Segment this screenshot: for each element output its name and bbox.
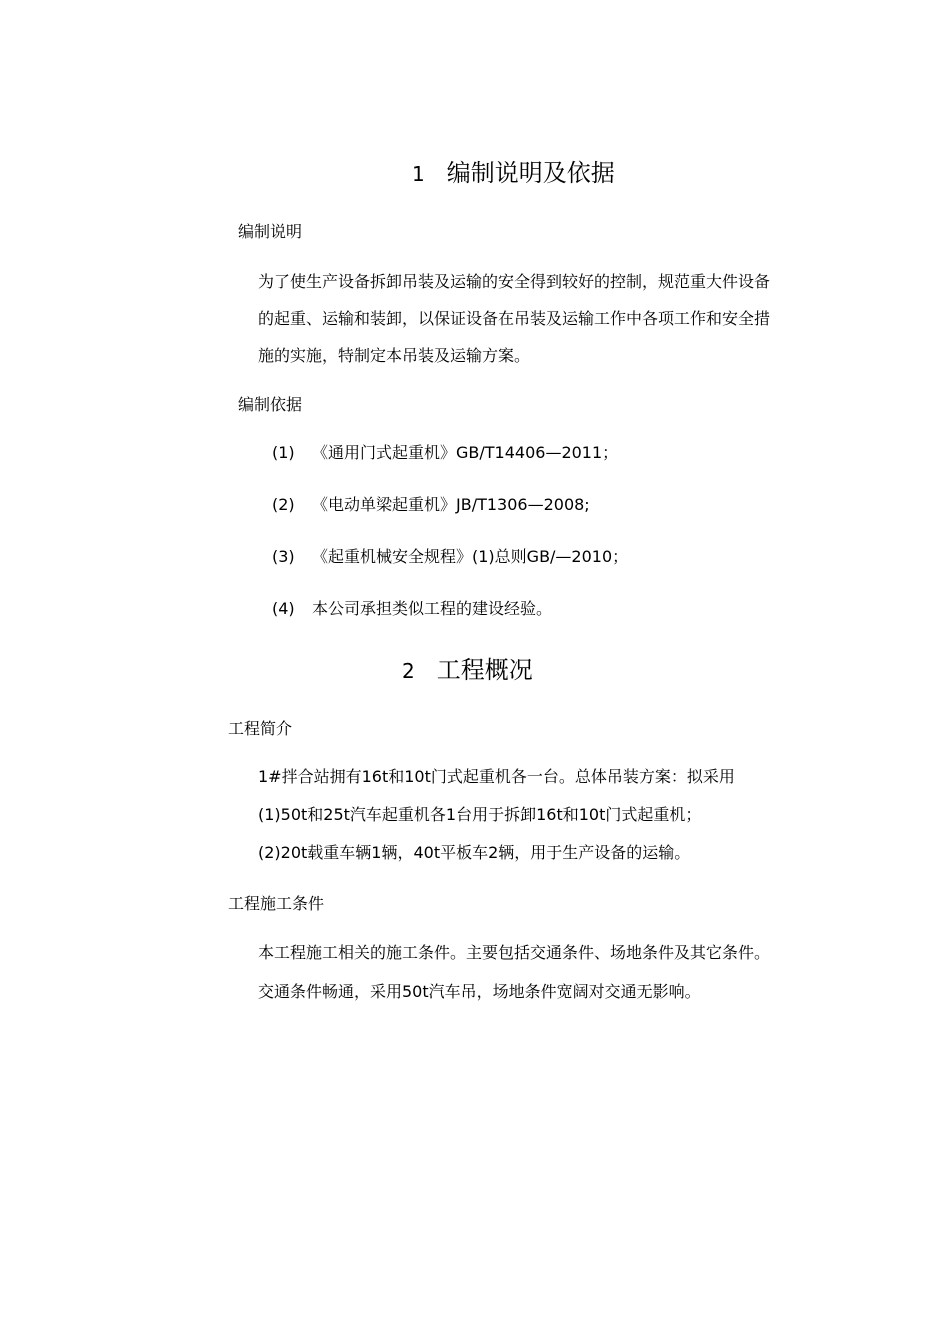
compile-notes-line-3: 施的实施，特制定本吊装及运输方案。: [258, 346, 531, 365]
section-1-heading: [412, 158, 615, 189]
section-2-heading: [402, 655, 533, 686]
basis-item-1: [272, 443, 618, 463]
subsection-compile-notes-title: 编制说明: [238, 222, 303, 241]
compile-notes-line-2: 的起重、运输和装卸，以保证设备在吊装及运输工作中各项工作和安全措: [258, 309, 771, 328]
section-1-number: 1: [412, 162, 425, 186]
basis-item-2-mark: (2): [272, 495, 295, 514]
basis-item-2-text: 《电动单梁起重机》JB/T1306—2008;: [312, 495, 590, 514]
basis-item-1-mark: (1): [272, 443, 295, 462]
construction-conditions-line-2: 交通条件畅通，采用50t汽车吊，场地条件宽阔对交通无影响。: [258, 982, 701, 1001]
basis-item-4-mark: (4): [272, 599, 295, 618]
project-intro-line-2: (1)50t和25t汽车起重机各1台用于拆卸16t和10t门式起重机；: [258, 805, 702, 824]
project-intro-line-3: (2)20t载重车辆1辆，40t平板车2辆，用于生产设备的运输。: [258, 843, 691, 862]
subsection-construction-conditions-title: 工程施工条件: [228, 894, 325, 913]
section-2-title: 工程概况: [436, 656, 533, 684]
subsection-compile-basis-title: 编制依据: [238, 395, 303, 414]
compile-notes-line-1: 为了使生产设备拆卸吊装及运输的安全得到较好的控制，规范重大件设备: [258, 272, 771, 291]
basis-item-2: [272, 495, 590, 515]
construction-conditions-line-1: 本工程施工相关的施工条件。主要包括交通条件、场地条件及其它条件。: [258, 943, 771, 962]
basis-item-3-text: 《起重机械安全规程》(1)总则GB/—2010；: [312, 547, 629, 566]
basis-item-4: [272, 599, 552, 619]
project-intro-line-1: 1#拌合站拥有16t和10t门式起重机各一台。总体吊装方案：拟采用: [258, 767, 735, 786]
section-1-title: 编制说明及依据: [446, 159, 615, 187]
section-2-number: 2: [402, 659, 415, 683]
basis-item-4-text: 本公司承担类似工程的建设经验。: [312, 599, 553, 618]
basis-item-3: [272, 547, 628, 567]
basis-item-3-mark: (3): [272, 547, 295, 566]
subsection-project-intro-title: 工程简介: [228, 719, 293, 738]
basis-item-1-text: 《通用门式起重机》GB/T14406—2011；: [312, 443, 619, 462]
